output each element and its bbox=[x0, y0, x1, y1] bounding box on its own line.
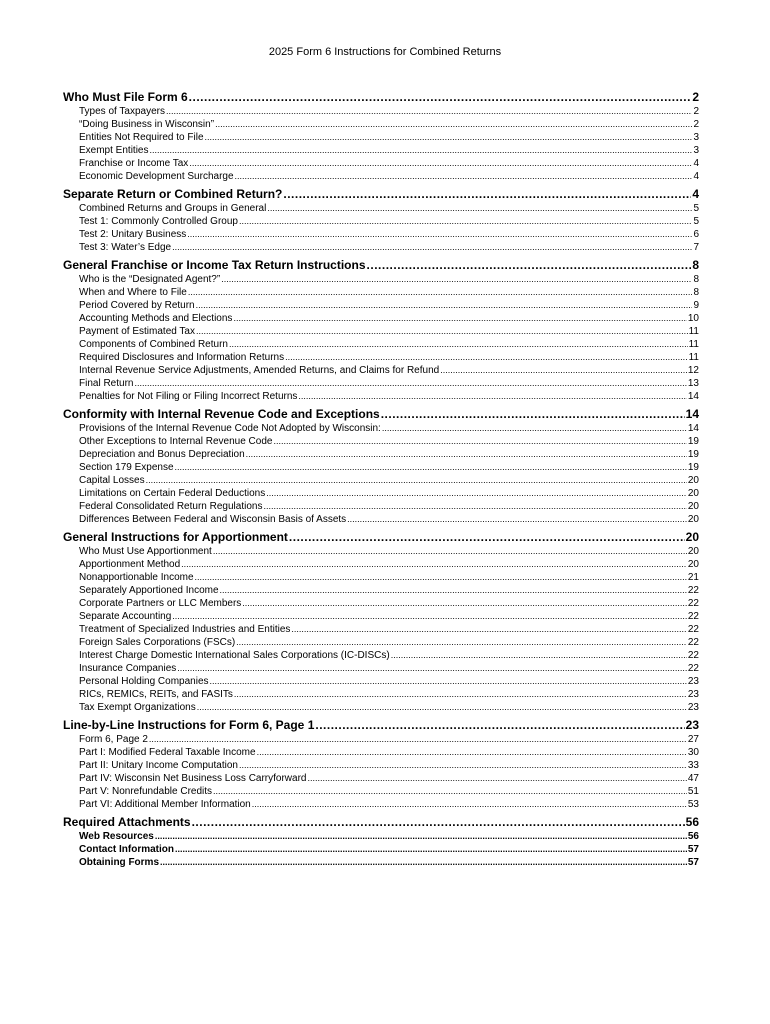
toc-entry-label: Who Must Use Apportionment bbox=[79, 546, 212, 557]
toc-entry-page: 3 bbox=[693, 132, 699, 143]
dot-leader bbox=[283, 186, 691, 202]
dot-leader bbox=[307, 772, 686, 785]
dot-leader bbox=[189, 157, 692, 170]
toc-entry[interactable] bbox=[63, 390, 699, 403]
dot-leader bbox=[440, 364, 687, 377]
dot-leader bbox=[242, 597, 687, 610]
toc-section bbox=[63, 717, 699, 811]
dot-leader bbox=[188, 286, 693, 299]
toc-section-heading[interactable] bbox=[63, 406, 699, 422]
toc-entry-page: 6 bbox=[693, 229, 699, 240]
toc-entry[interactable] bbox=[63, 733, 699, 746]
toc-entry[interactable] bbox=[63, 746, 699, 759]
toc-entry-page: 33 bbox=[687, 760, 699, 771]
toc-entry[interactable] bbox=[63, 759, 699, 772]
toc-entry-label: Economic Development Surcharge bbox=[79, 171, 234, 182]
toc-entry-label: Section 179 Expense bbox=[79, 462, 174, 473]
toc-entry-label: Required Disclosures and Information Returns bbox=[79, 352, 285, 363]
dot-leader bbox=[347, 513, 687, 526]
toc-entry-page: 7 bbox=[693, 242, 699, 253]
toc-entry-page: 20 bbox=[687, 475, 699, 486]
toc-entry-label: Part I: Modified Federal Taxable Income bbox=[79, 747, 256, 758]
toc-section-heading[interactable] bbox=[63, 257, 699, 273]
dot-leader bbox=[220, 584, 687, 597]
toc-entry[interactable] bbox=[63, 202, 699, 215]
toc-entry-page: 19 bbox=[687, 449, 699, 460]
toc-entry[interactable] bbox=[63, 856, 699, 869]
toc-entry-label: Exempt Entities bbox=[79, 145, 149, 156]
toc-section-page: 56 bbox=[685, 815, 699, 829]
toc-section-heading[interactable] bbox=[63, 717, 699, 733]
dot-leader bbox=[213, 785, 687, 798]
toc-entry-page: 23 bbox=[687, 676, 699, 687]
dot-leader bbox=[197, 701, 687, 714]
dot-leader bbox=[160, 856, 687, 869]
toc-entry-label: Components of Combined Return bbox=[79, 339, 228, 350]
toc-entry[interactable] bbox=[63, 584, 699, 597]
toc-entry-label: RICs, REMICs, REITs, and FASITs bbox=[79, 689, 233, 700]
toc-entry-label: Who is the “Designated Agent?” bbox=[79, 274, 221, 285]
dot-leader bbox=[233, 312, 686, 325]
toc-entry[interactable] bbox=[63, 351, 699, 364]
toc-entry[interactable] bbox=[63, 688, 699, 701]
toc-entry-page: 14 bbox=[687, 391, 699, 402]
toc-entry[interactable] bbox=[63, 545, 699, 558]
toc-entry-page: 57 bbox=[687, 844, 699, 855]
toc-entry[interactable] bbox=[63, 623, 699, 636]
toc-entry-page: 4 bbox=[693, 171, 699, 182]
toc-entry-page: 22 bbox=[687, 650, 699, 661]
toc-section-heading[interactable] bbox=[63, 186, 699, 202]
toc-entry-page: 11 bbox=[688, 326, 699, 337]
dot-leader bbox=[213, 545, 687, 558]
toc-entry-label: Test 1: Commonly Controlled Group bbox=[79, 216, 238, 227]
toc-entry-page: 2 bbox=[693, 106, 699, 117]
toc-entry[interactable] bbox=[63, 338, 699, 351]
dot-leader bbox=[298, 390, 686, 403]
toc-entry-page: 14 bbox=[687, 423, 699, 434]
dot-leader bbox=[367, 257, 692, 273]
toc-section-title: General Franchise or Income Tax Return Instructions bbox=[63, 258, 366, 272]
toc-entry-label: Personal Holding Companies bbox=[79, 676, 209, 687]
toc-entry-page: 12 bbox=[687, 365, 699, 376]
toc-entry-label: Interest Charge Domestic International Sales Corporations (IC-DISCs) bbox=[79, 650, 390, 661]
toc-entry-page: 20 bbox=[687, 546, 699, 557]
dot-leader bbox=[177, 662, 687, 675]
toc-entry-page: 53 bbox=[687, 799, 699, 810]
dot-leader bbox=[263, 500, 686, 513]
toc-entry-label: Form 6, Page 2 bbox=[79, 734, 148, 745]
toc-entry-label: Part VI: Additional Member Information bbox=[79, 799, 251, 810]
toc-entry[interactable] bbox=[63, 157, 699, 170]
toc-entry-label: Part II: Unitary Income Computation bbox=[79, 760, 238, 771]
toc-section-heading[interactable] bbox=[63, 529, 699, 545]
toc-entry-page: 19 bbox=[687, 436, 699, 447]
toc-entry-label: Web Resources bbox=[79, 831, 154, 842]
toc-section-heading[interactable] bbox=[63, 89, 699, 105]
dot-leader bbox=[289, 529, 685, 545]
dot-leader bbox=[181, 558, 687, 571]
toc-entry[interactable] bbox=[63, 597, 699, 610]
dot-leader bbox=[382, 422, 687, 435]
toc-section-title: Separate Return or Combined Return? bbox=[63, 187, 283, 201]
toc-entry-page: 11 bbox=[688, 352, 699, 363]
toc-entry-page: 19 bbox=[687, 462, 699, 473]
toc-entry-page: 9 bbox=[693, 300, 699, 311]
toc-section-page: 4 bbox=[692, 187, 699, 201]
toc-entry-page: 13 bbox=[687, 378, 699, 389]
toc-section bbox=[63, 406, 699, 526]
toc-entry[interactable] bbox=[63, 422, 699, 435]
toc-section-page: 23 bbox=[685, 718, 699, 732]
dot-leader bbox=[205, 131, 693, 144]
dot-leader bbox=[229, 338, 688, 351]
dot-leader bbox=[196, 325, 688, 338]
toc-entry[interactable] bbox=[63, 435, 699, 448]
toc-entry[interactable] bbox=[63, 377, 699, 390]
toc-entry-label: When and Where to File bbox=[79, 287, 187, 298]
dot-leader bbox=[215, 118, 692, 131]
dot-leader bbox=[166, 105, 692, 118]
toc-entry-page: 22 bbox=[687, 637, 699, 648]
toc-entry-page: 2 bbox=[693, 119, 699, 130]
toc-entry[interactable] bbox=[63, 105, 699, 118]
toc-entry[interactable] bbox=[63, 118, 699, 131]
toc-section-page: 8 bbox=[692, 258, 699, 272]
toc-section bbox=[63, 529, 699, 714]
toc-entry-label: Tax Exempt Organizations bbox=[79, 702, 196, 713]
toc-entry-label: Federal Consolidated Return Regulations bbox=[79, 501, 263, 512]
toc-entry-page: 20 bbox=[687, 559, 699, 570]
toc-entry-page: 47 bbox=[687, 773, 699, 784]
toc-entry-label: Types of Taxpayers bbox=[79, 106, 165, 117]
toc-entry-page: 22 bbox=[687, 663, 699, 674]
toc-entry[interactable] bbox=[63, 772, 699, 785]
toc-entry-page: 5 bbox=[693, 203, 699, 214]
toc-entry-label: Corporate Partners or LLC Members bbox=[79, 598, 242, 609]
toc-entry-label: Entities Not Required to File bbox=[79, 132, 204, 143]
toc-entry[interactable] bbox=[63, 649, 699, 662]
toc-entry[interactable] bbox=[63, 170, 699, 183]
toc-section-title: Required Attachments bbox=[63, 815, 191, 829]
toc-entry[interactable] bbox=[63, 312, 699, 325]
toc-entry-label: Obtaining Forms bbox=[79, 857, 159, 868]
toc-entry[interactable] bbox=[63, 636, 699, 649]
toc-entry-page: 20 bbox=[687, 488, 699, 499]
toc-entry[interactable] bbox=[63, 830, 699, 843]
toc-section-title: Line-by-Line Instructions for Form 6, Page 1 bbox=[63, 718, 315, 732]
toc-entry[interactable] bbox=[63, 610, 699, 623]
dot-leader bbox=[210, 675, 687, 688]
dot-leader bbox=[291, 623, 686, 636]
toc-entry[interactable] bbox=[63, 487, 699, 500]
dot-leader bbox=[273, 435, 686, 448]
toc-entry[interactable] bbox=[63, 701, 699, 714]
toc-entry[interactable] bbox=[63, 286, 699, 299]
toc-entry[interactable] bbox=[63, 513, 699, 526]
toc-section-title: Conformity with Internal Revenue Code and Exceptions bbox=[63, 407, 380, 421]
dot-leader bbox=[234, 688, 687, 701]
toc-entry-label: Test 2: Unitary Business bbox=[79, 229, 187, 240]
dot-leader bbox=[187, 228, 692, 241]
toc-entry-label: Combined Returns and Groups in General bbox=[79, 203, 267, 214]
toc-entry-label: Treatment of Specialized Industries and Entities bbox=[79, 624, 291, 635]
toc-entry-label: Apportionment Method bbox=[79, 559, 181, 570]
toc-entry[interactable] bbox=[63, 241, 699, 254]
dot-leader bbox=[235, 170, 693, 183]
dot-leader bbox=[391, 649, 687, 662]
dot-leader bbox=[221, 273, 692, 286]
dot-leader bbox=[381, 406, 685, 422]
toc-entry-label: “Doing Business in Wisconsin” bbox=[79, 119, 215, 130]
dot-leader bbox=[266, 487, 687, 500]
toc-entry-page: 4 bbox=[693, 158, 699, 169]
toc-section-title: General Instructions for Apportionment bbox=[63, 530, 288, 544]
toc-entry[interactable] bbox=[63, 144, 699, 157]
dot-leader bbox=[149, 144, 692, 157]
toc-entry-label: Franchise or Income Tax bbox=[79, 158, 189, 169]
toc-entry[interactable] bbox=[63, 228, 699, 241]
toc-entry[interactable] bbox=[63, 558, 699, 571]
toc-entry-page: 51 bbox=[687, 786, 699, 797]
toc-entry-label: Separately Apportioned Income bbox=[79, 585, 219, 596]
dot-leader bbox=[134, 377, 686, 390]
toc-entry[interactable] bbox=[63, 662, 699, 675]
toc-section bbox=[63, 814, 699, 869]
toc-entry-label: Depreciation and Bonus Depreciation bbox=[79, 449, 245, 460]
toc-entry-page: 8 bbox=[693, 274, 699, 285]
toc-entry-page: 23 bbox=[687, 689, 699, 700]
toc-entry[interactable] bbox=[63, 474, 699, 487]
dot-leader bbox=[196, 299, 693, 312]
toc-entry[interactable] bbox=[63, 500, 699, 513]
dot-leader bbox=[267, 202, 692, 215]
toc-entry-page: 22 bbox=[687, 598, 699, 609]
toc-entry[interactable] bbox=[63, 364, 699, 377]
dot-leader bbox=[285, 351, 688, 364]
toc-entry[interactable] bbox=[63, 798, 699, 811]
dot-leader bbox=[252, 798, 687, 811]
toc-entry[interactable] bbox=[63, 843, 699, 856]
toc-entry-label: Other Exceptions to Internal Revenue Code bbox=[79, 436, 273, 447]
toc-section-title: Who Must File Form 6 bbox=[63, 90, 188, 104]
toc-entry-page: 27 bbox=[687, 734, 699, 745]
table-of-contents bbox=[63, 86, 699, 869]
toc-entry[interactable] bbox=[63, 325, 699, 338]
toc-entry[interactable] bbox=[63, 461, 699, 474]
dot-leader bbox=[192, 814, 685, 830]
dot-leader bbox=[155, 830, 687, 843]
toc-entry-label: Provisions of the Internal Revenue Code Not Adopted by Wisconsin: bbox=[79, 423, 381, 434]
toc-entry-label: Differences Between Federal and Wisconsin Basis of Assets bbox=[79, 514, 347, 525]
dot-leader bbox=[149, 733, 687, 746]
toc-section-page: 14 bbox=[685, 407, 699, 421]
toc-entry-label: Penalties for Not Filing or Filing Incorrect Returns bbox=[79, 391, 298, 402]
toc-section bbox=[63, 89, 699, 183]
page-header: 2025 Form 6 Instructions for Combined Returns bbox=[268, 46, 502, 58]
dot-leader bbox=[146, 474, 687, 487]
toc-entry-label: Nonapportionable Income bbox=[79, 572, 194, 583]
toc-entry-page: 22 bbox=[687, 611, 699, 622]
toc-entry[interactable] bbox=[63, 299, 699, 312]
toc-entry[interactable] bbox=[63, 131, 699, 144]
toc-entry-page: 8 bbox=[693, 287, 699, 298]
dot-leader bbox=[257, 746, 687, 759]
toc-entry[interactable] bbox=[63, 675, 699, 688]
toc-section-page: 20 bbox=[685, 530, 699, 544]
toc-entry-page: 3 bbox=[693, 145, 699, 156]
toc-entry-page: 20 bbox=[687, 514, 699, 525]
toc-entry-label: Payment of Estimated Tax bbox=[79, 326, 195, 337]
toc-entry-page: 57 bbox=[687, 857, 699, 868]
toc-entry-label: Capital Losses bbox=[79, 475, 145, 486]
dot-leader bbox=[239, 759, 687, 772]
toc-entry-page: 10 bbox=[687, 313, 699, 324]
toc-entry-label: Part V: Nonrefundable Credits bbox=[79, 786, 213, 797]
toc-entry[interactable] bbox=[63, 273, 699, 286]
dot-leader bbox=[246, 448, 687, 461]
toc-entry-page: 22 bbox=[687, 624, 699, 635]
toc-entry[interactable] bbox=[63, 571, 699, 584]
toc-entry-label: Accounting Methods and Elections bbox=[79, 313, 233, 324]
toc-entry-label: Contact Information bbox=[79, 844, 174, 855]
toc-entry-label: Limitations on Certain Federal Deductions bbox=[79, 488, 266, 499]
dot-leader bbox=[236, 636, 687, 649]
dot-leader bbox=[172, 610, 687, 623]
toc-entry-page: 30 bbox=[687, 747, 699, 758]
dot-leader bbox=[175, 461, 687, 474]
toc-entry-label: Insurance Companies bbox=[79, 663, 177, 674]
toc-entry-label: Separate Accounting bbox=[79, 611, 172, 622]
toc-entry-page: 21 bbox=[687, 572, 699, 583]
toc-entry-label: Test 3: Water’s Edge bbox=[79, 242, 172, 253]
toc-entry-label: Period Covered by Return bbox=[79, 300, 195, 311]
toc-entry[interactable] bbox=[63, 785, 699, 798]
toc-section bbox=[63, 186, 699, 254]
toc-section bbox=[63, 257, 699, 403]
toc-entry-page: 11 bbox=[688, 339, 699, 350]
dot-leader bbox=[315, 717, 684, 733]
toc-section-heading[interactable] bbox=[63, 814, 699, 830]
toc-entry-label: Foreign Sales Corporations (FSCs) bbox=[79, 637, 236, 648]
dot-leader bbox=[175, 843, 687, 856]
dot-leader bbox=[239, 215, 692, 228]
toc-entry[interactable] bbox=[63, 215, 699, 228]
toc-entry-page: 22 bbox=[687, 585, 699, 596]
toc-entry-page: 56 bbox=[687, 831, 699, 842]
toc-entry[interactable] bbox=[63, 448, 699, 461]
toc-entry-label: Internal Revenue Service Adjustments, Amended Returns, and Claims for Refund bbox=[79, 365, 440, 376]
toc-section-page: 2 bbox=[692, 90, 699, 104]
dot-leader bbox=[195, 571, 687, 584]
dot-leader bbox=[189, 89, 692, 105]
toc-entry-page: 5 bbox=[693, 216, 699, 227]
toc-entry-page: 20 bbox=[687, 501, 699, 512]
dot-leader bbox=[172, 241, 692, 254]
toc-entry-page: 23 bbox=[687, 702, 699, 713]
toc-entry-label: Part IV: Wisconsin Net Business Loss Carryforward bbox=[79, 773, 307, 784]
toc-entry-label: Final Return bbox=[79, 378, 134, 389]
